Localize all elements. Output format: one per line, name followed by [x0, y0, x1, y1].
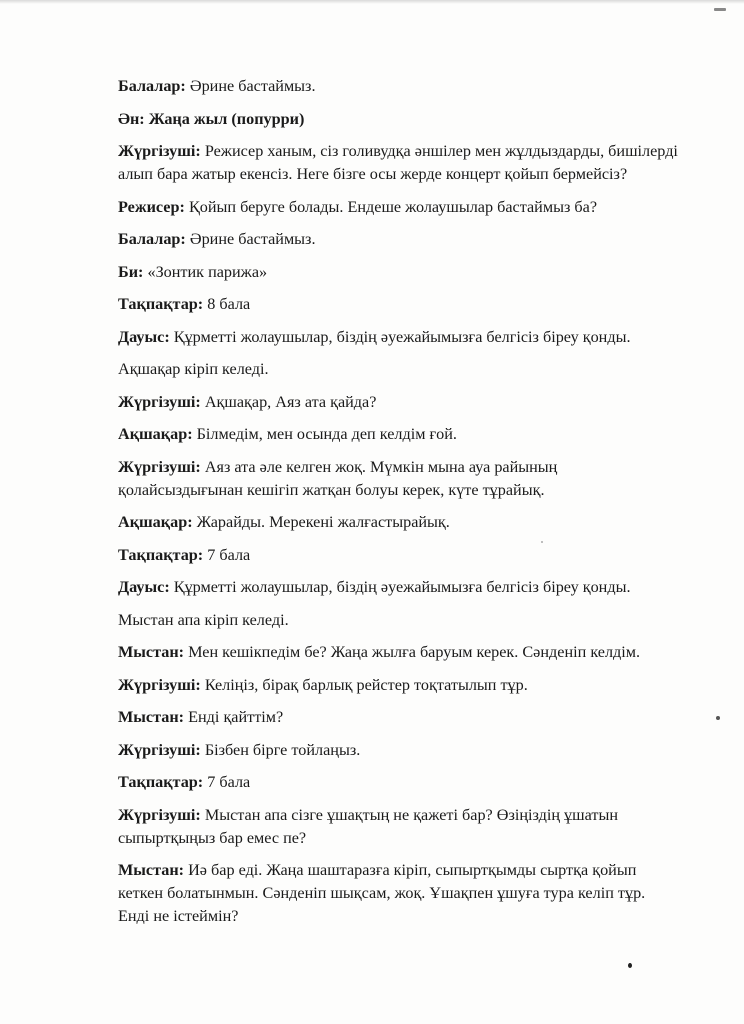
script-line — [118, 391, 678, 414]
speaker-name: Режисер: — [118, 197, 185, 216]
line-text: Режисер ханым, сіз голивудқа әншілер мен жұлдыздарды, бишілерді алып бара жатыр екенсіз. Неге бізге осы жерде концерт қойып бермейсіз? — [118, 142, 678, 183]
script-line — [118, 739, 678, 762]
script-line — [118, 771, 678, 794]
script-line — [118, 326, 678, 349]
script-line — [118, 228, 678, 251]
stage-direction — [118, 358, 678, 381]
speaker-name: Тақпақтар: — [118, 773, 204, 791]
line-text: Құрметті жолаушылар, біздің әуежайымызға белгісіз біреу қонды. — [169, 327, 631, 346]
line-text: Мыстан апа сізге ұшақтың не қажеті бар? Өзіңіздің ұшатын сыпыртқыңыз бар емес пе? — [118, 805, 618, 847]
speaker-name: Балалар: — [118, 77, 186, 95]
speaker-name: Жүргізуші: — [118, 740, 201, 759]
line-text: Ән: Жаңа жыл (попурри) — [118, 109, 305, 128]
script-text — [118, 75, 678, 938]
script-line — [118, 804, 678, 850]
line-text: Мыстан апа кіріп келеді. — [118, 610, 289, 629]
speaker-name: Тақпақтар: — [118, 295, 204, 313]
speaker-name: Мыстан: — [118, 643, 185, 661]
line-text: Мен кешікпедім бе? Жаңа жылға баруым керек. Сәнденіп келдім. — [184, 643, 641, 661]
script-line — [118, 544, 678, 567]
line-text: Иә бар еді. Жаңа шаштаразға кіріп, сыпыртқымды сыртқа қойып кеткен болатынмын. Сәнденіп шықсам, жоқ. Ұшақпен ұшуға тура келіп тұр. Енді не істеймін? — [118, 861, 646, 925]
speaker-name: Балалар: — [118, 230, 186, 248]
line-text: Жарайды. Мерекені жалғастырайық. — [192, 513, 450, 531]
line-text: Әрине бастаймыз. — [185, 77, 316, 95]
line-text: Білмедім, мен осында деп келдім ғой. — [192, 425, 457, 443]
scan-speck — [716, 716, 720, 720]
script-line — [118, 706, 678, 729]
speaker-name: Би: — [118, 262, 144, 281]
speaker-name: Мыстан: — [118, 708, 185, 726]
speaker-name: Жүргізуші: — [118, 805, 201, 824]
line-text: Ақшақар, Аяз ата қайда? — [200, 392, 377, 411]
script-line — [118, 196, 678, 219]
script-line — [118, 674, 678, 697]
script-line — [118, 641, 678, 664]
line-text: 7 бала — [203, 773, 251, 791]
speaker-name: Дауыс: — [118, 578, 170, 596]
scan-speck — [628, 963, 632, 968]
scan-speck — [714, 8, 726, 11]
line-text: Бізбен бірге тойлаңыз. — [200, 740, 361, 759]
speaker-name: Ақшақар: — [118, 425, 193, 443]
speaker-name: Мыстан: — [118, 861, 185, 879]
speaker-name: Дауыс: — [118, 327, 170, 346]
stage-direction — [118, 609, 678, 632]
script-line — [118, 423, 678, 446]
script-line — [118, 456, 678, 502]
script-line — [118, 576, 678, 599]
script-line — [118, 859, 678, 928]
script-line — [118, 75, 678, 98]
line-text: Қойып беруге болады. Ендеше жолаушылар бастаймыз ба? — [184, 197, 597, 216]
song-heading — [118, 108, 678, 131]
script-line — [118, 293, 678, 316]
line-text: Келіңіз, бірақ барлық рейстер тоқтатылып тұр. — [200, 675, 528, 694]
script-line — [118, 511, 678, 534]
speaker-name: Жүргізуші: — [118, 142, 201, 160]
scan-edge — [0, 0, 744, 4]
script-line — [118, 261, 678, 284]
line-text: Құрметті жолаушылар, біздің әуежайымызға белгісіз біреу қонды. — [169, 578, 631, 596]
speaker-name: Жүргізуші: — [118, 457, 201, 476]
line-text: 8 бала — [203, 295, 251, 313]
line-text: Ақшақар кіріп келеді. — [118, 360, 269, 378]
speaker-name: Жүргізуші: — [118, 392, 201, 411]
speaker-name: Тақпақтар: — [118, 545, 204, 564]
speaker-name: Жүргізуші: — [118, 675, 201, 694]
line-text: «Зонтик парижа» — [143, 262, 268, 281]
script-line — [118, 140, 678, 186]
speaker-name: Ақшақар: — [118, 513, 193, 531]
line-text: Аяз ата әле келген жоқ. Мүмкін мына ауа райының қолайсыздығынан кешігіп жатқан болуы керек, күте тұрайық. — [118, 457, 558, 499]
line-text: 7 бала — [203, 545, 251, 564]
line-text: Енді қайттім? — [184, 708, 284, 726]
line-text: Әрине бастаймыз. — [185, 230, 316, 248]
